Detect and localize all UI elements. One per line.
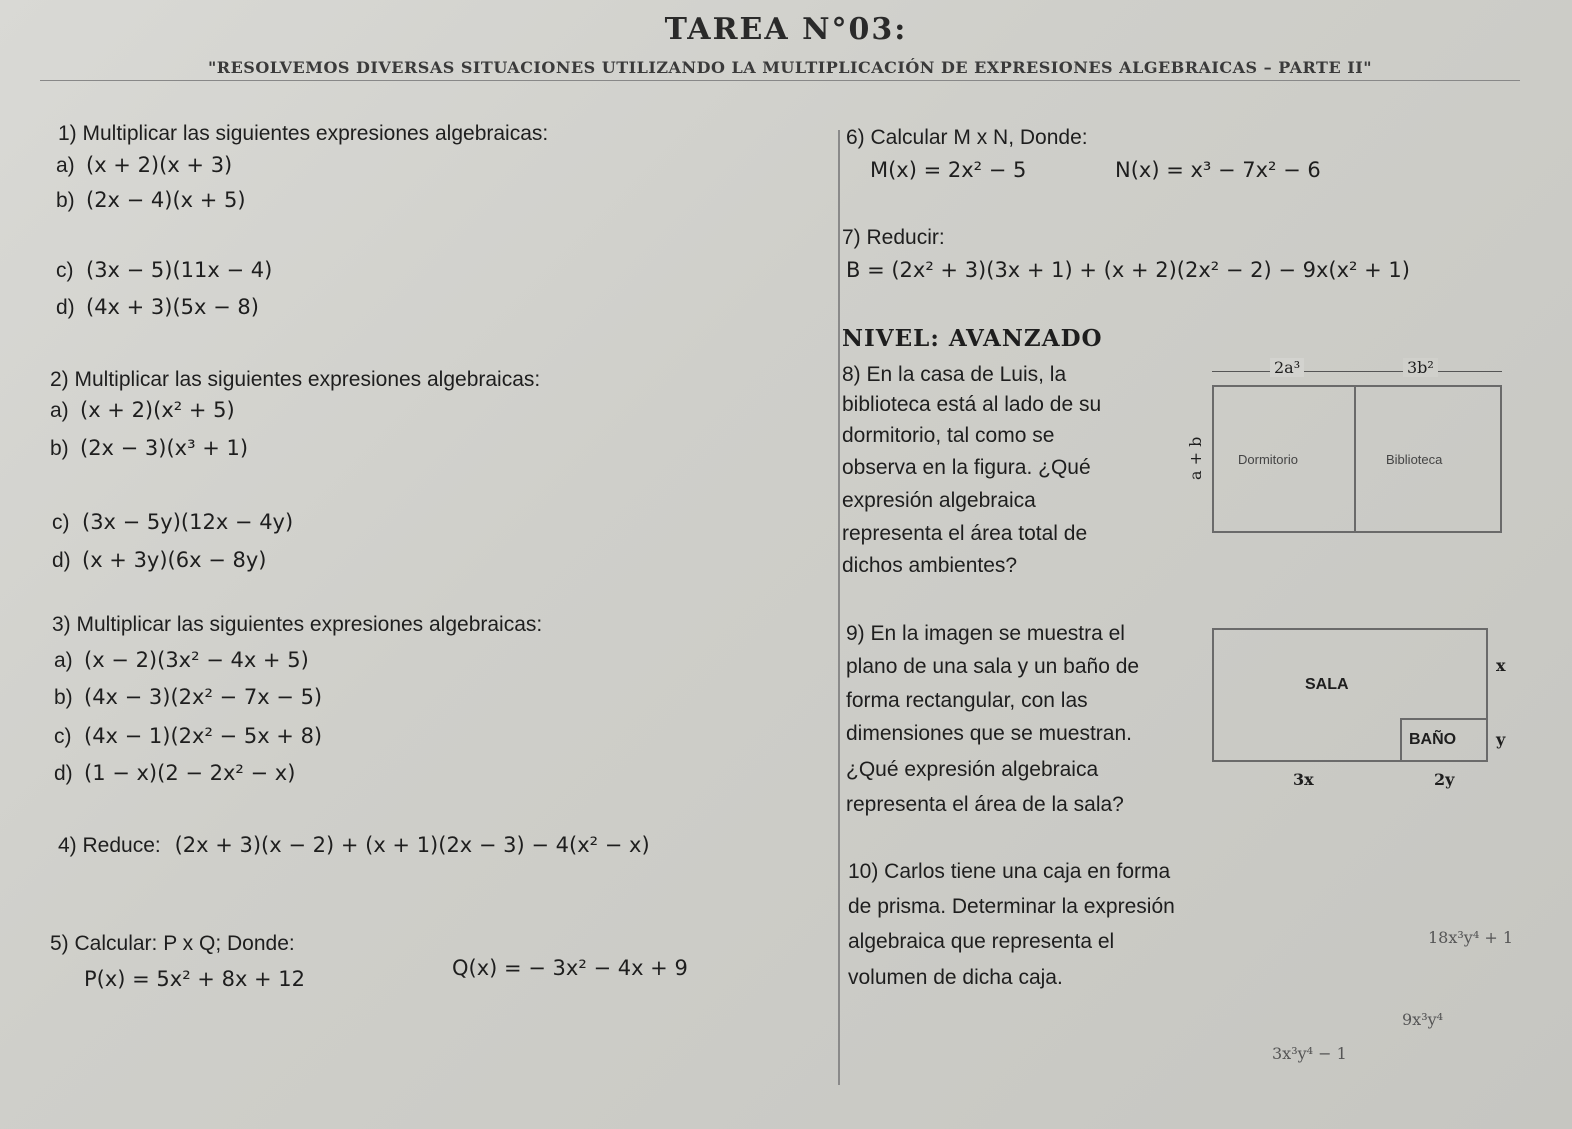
q8-line-6: representa el área total de <box>842 522 1088 545</box>
q8-line-4: observa en la figura. ¿Qué <box>842 456 1091 479</box>
q8-room-biblioteca: Biblioteca <box>1386 452 1443 467</box>
q9-line-1: 9) En la imagen se muestra el <box>846 622 1125 645</box>
q2-item-d <box>52 548 266 573</box>
q1-item-d <box>56 295 259 320</box>
q1-item-b <box>56 188 246 213</box>
q10-line-3: algebraica que representa el <box>848 930 1115 953</box>
item-expression: (4x + 3)(5x − 8) <box>86 295 259 319</box>
q7-expression: B = (2x² + 3)(3x + 1) + (x + 2)(2x² − 2) − 9x(x² + 1) <box>846 258 1410 282</box>
q10-line-2: de prisma. Determinar la expresión <box>848 895 1175 918</box>
item-label: c) <box>56 259 74 282</box>
q2-item-a <box>50 398 235 423</box>
q2-item-b <box>50 436 248 461</box>
item-label: b) <box>54 686 73 709</box>
item-expression: (3x − 5)(11x − 4) <box>86 258 273 282</box>
q3-item-c <box>54 724 322 749</box>
q3-item-d <box>54 761 295 786</box>
q1-item-c <box>56 258 272 283</box>
item-expression: (2x − 3)(x³ + 1) <box>80 436 249 460</box>
q8-line-1: 8) En la casa de Luis, la <box>842 363 1067 386</box>
q6-n-definition: N(x) = x³ − 7x² − 6 <box>1115 158 1321 182</box>
item-label: a) <box>50 399 69 422</box>
item-expression: (x + 2)(x + 3) <box>86 153 233 177</box>
q10-line-1: 10) Carlos tiene una caja en forma <box>848 860 1171 883</box>
q6-m-definition: M(x) = 2x² − 5 <box>870 158 1027 182</box>
q9-dim-bottom-left: 3x <box>1293 770 1314 789</box>
q8-dim-top-right: 3b² <box>1403 358 1438 377</box>
item-expression: (1 − x)(2 − 2x² − x) <box>84 761 296 785</box>
item-label: d) <box>56 296 75 319</box>
q3-item-b <box>54 685 322 710</box>
q9-line-2: plano de una sala y un baño de <box>846 655 1140 678</box>
q10-dim-top: 18x³y⁴ + 1 <box>1428 928 1514 947</box>
q8-line-3: dormitorio, tal como se <box>842 424 1055 447</box>
q7-title: 7) Reducir: <box>842 226 945 249</box>
q9-line-6: representa el área de la sala? <box>846 793 1124 816</box>
q8-line-5: expresión algebraica <box>842 489 1036 512</box>
q8-line-2: biblioteca está al lado de su <box>842 393 1102 416</box>
q3-item-a <box>54 648 309 673</box>
worksheet-subtitle: "RESOLVEMOS DIVERSAS SITUACIONES UTILIZANDO LA MULTIPLICACIÓN DE EXPRESIONES ALGEBRAICAS – PARTE II" <box>207 58 1373 77</box>
item-expression: (3x − 5y)(12x − 4y) <box>82 510 294 534</box>
q8-dim-top-left: 2a³ <box>1270 358 1304 377</box>
q6-title: 6) Calcular M x N, Donde: <box>846 126 1088 149</box>
item-label: d) <box>52 549 71 572</box>
item-label: c) <box>54 725 72 748</box>
q5-p-definition: P(x) = 5x² + 8x + 12 <box>84 967 306 991</box>
item-expression: (x + 3y)(6x − 8y) <box>82 548 267 572</box>
item-label: c) <box>52 511 70 534</box>
item-label: b) <box>50 437 69 460</box>
q9-label-sala: SALA <box>1305 676 1349 693</box>
q9-dim-bottom-right: 2y <box>1434 770 1455 789</box>
q3-title: 3) Multiplicar las siguientes expresiones algebraicas: <box>52 613 543 636</box>
q9-line-4: dimensiones que se muestran. <box>846 722 1132 745</box>
q8-top-dimension-line <box>1212 371 1502 372</box>
column-divider <box>838 130 840 1085</box>
q8-room-dormitorio: Dormitorio <box>1238 452 1298 467</box>
q10-dim-bottom: 3x³y⁴ − 1 <box>1272 1044 1347 1063</box>
q4 <box>58 833 650 858</box>
q9-line-3: forma rectangular, con las <box>846 689 1088 712</box>
item-label: a) <box>54 649 73 672</box>
item-label: a) <box>56 154 75 177</box>
q8-room-divider <box>1354 385 1356 533</box>
item-expression: (2x − 4)(x + 5) <box>86 188 246 212</box>
q9-dim-y: y <box>1496 730 1506 749</box>
q1-title: 1) Multiplicar las siguientes expresiones algebraicas: <box>58 122 549 145</box>
q5-q-definition: Q(x) = − 3x² − 4x + 9 <box>452 956 688 980</box>
q9-dim-x: x <box>1496 656 1506 675</box>
item-expression: (x − 2)(3x² − 4x + 5) <box>84 648 309 672</box>
q8-dim-side: a + b <box>1186 436 1205 480</box>
item-expression: (4x − 3)(2x² − 7x − 5) <box>84 685 323 709</box>
item-label: b) <box>56 189 75 212</box>
q2-item-c <box>52 510 293 535</box>
q10-line-4: volumen de dicha caja. <box>848 966 1063 989</box>
q9-line-5: ¿Qué expresión algebraica <box>846 758 1099 781</box>
q10-dim-mid: 9x³y⁴ <box>1402 1010 1444 1029</box>
q4-expression: (2x + 3)(x − 2) + (x + 1)(2x − 3) − 4(x² − x) <box>174 833 650 857</box>
worksheet-title: TAREA N°03: <box>664 12 908 47</box>
q1-item-a <box>56 153 232 178</box>
header-divider <box>40 80 1520 81</box>
item-expression: (4x − 1)(2x² − 5x + 8) <box>84 724 323 748</box>
q2-title: 2) Multiplicar las siguientes expresiones algebraicas: <box>50 368 541 391</box>
q4-label: 4) Reduce: <box>58 834 161 857</box>
item-label: d) <box>54 762 73 785</box>
q9-label-bano: BAÑO <box>1409 731 1457 748</box>
item-expression: (x + 2)(x² + 5) <box>80 398 235 422</box>
q5-title: 5) Calcular: P x Q; Donde: <box>50 932 295 955</box>
q8-line-7: dichos ambientes? <box>842 554 1018 577</box>
level-heading: NIVEL: AVANZADO <box>842 325 1103 352</box>
